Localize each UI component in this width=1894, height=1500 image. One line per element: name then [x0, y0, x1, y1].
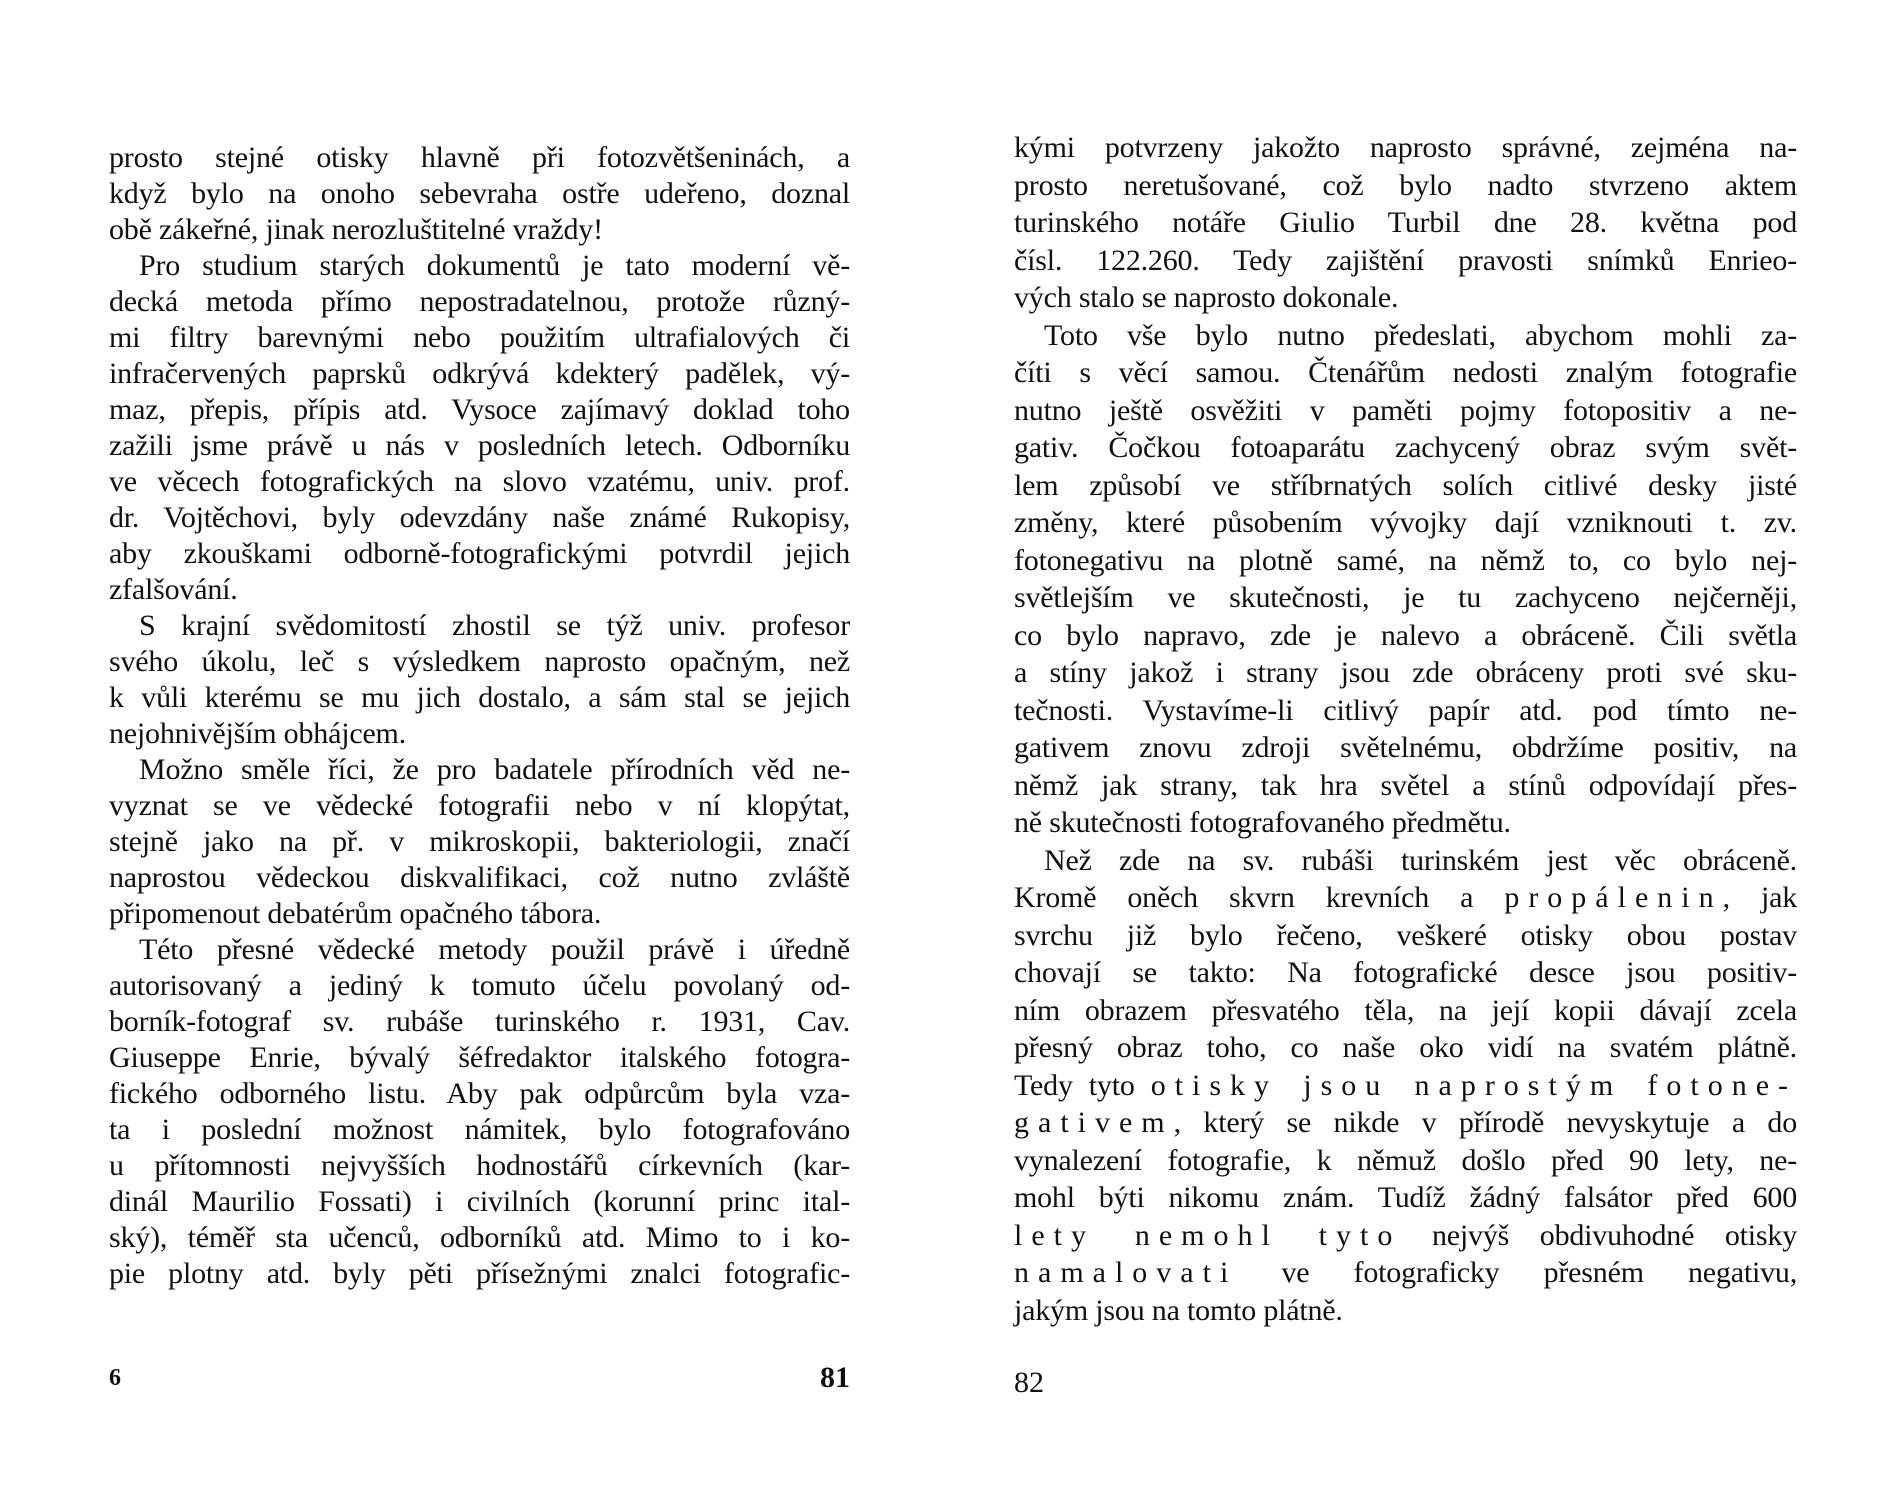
text-line [1014, 129, 1797, 167]
text-segment: ský), téměř sta učenců, odborníků atd. Mimo to i ko- [109, 1221, 850, 1254]
text-line [1014, 654, 1797, 692]
text-line [1014, 279, 1797, 317]
text-segment: Toto vše bylo nutno předeslati, abychom mohli za- [1044, 318, 1797, 352]
text-segment: nutno ještě osvěžiti v paměti pojmy fotopositiv a ne- [1014, 393, 1797, 427]
text-segment: Než zde na sv. rubáši turinském jest věc obráceně. [1044, 843, 1797, 877]
text-segment: změny, které působením vývojky dají vzniknouti t. zv. [1014, 506, 1797, 539]
text-line [1014, 579, 1797, 617]
text-line [109, 1004, 850, 1040]
text-segment: ním obrazem přesvatého těla, na její kopii dávají zcela [1014, 993, 1797, 1027]
text-segment: ve věcech fotografických na slovo vzatému, univ. prof. [109, 465, 850, 498]
text-line [1014, 879, 1797, 917]
text-line [1014, 692, 1797, 730]
text-segment: turinského notáře Giulio Turbil dne 28. května pod [1014, 206, 1797, 239]
text-line [1014, 242, 1797, 280]
text-segment: dr. Vojtěchovi, byly odevzdány naše známé Rukopisy, [109, 501, 850, 534]
text-segment: naprostou vědeckou diskvalifikaci, což nutno zvláště [109, 861, 850, 894]
text-segment: když bylo na onoho sebevraha ostře udeřeno, doznal [109, 177, 850, 210]
text-line [1014, 954, 1797, 992]
text-line [109, 1040, 850, 1076]
text-segment: gativem znovu zdroji světelnému, obdržíme positiv, na [1014, 731, 1797, 764]
text-line [1014, 804, 1797, 842]
page-number-right: 82 [1014, 1366, 1044, 1399]
text-segment: zažili jsme právě u nás v posledních letech. Odborníku [109, 429, 850, 462]
text-segment: obě zákeřné, jinak nerozluštitelné vraždy! [109, 213, 603, 246]
text-line [1014, 729, 1797, 767]
text-segment: vynalezení fotografie, k němuž došlo před 90 lety, ne- [1014, 1143, 1797, 1177]
text-segment: vyznat se ve vědecké fotografii nebo v ní klopýtat, [109, 789, 850, 822]
text-line [1014, 429, 1797, 467]
text-segment: prosto stejné otisky hlavně při fotozvětšeninách, a [109, 141, 850, 174]
text-line [1014, 1142, 1797, 1180]
spaced-emphasis-text: gativem [1014, 1106, 1174, 1139]
text-segment: co bylo napravo, zde je nalevo a obráceně. Čili světla [1014, 618, 1797, 652]
text-segment: maz, přepis, přípis atd. Vysoce zajímavý doklad toho [109, 393, 850, 426]
text-segment: jakým jsou na tomto plátně. [1014, 1293, 1343, 1327]
text-segment: mi filtry barevnými nebo použitím ultrafialových či [109, 321, 850, 354]
page-number-left: 81 [820, 1361, 850, 1394]
text-line [109, 932, 850, 968]
text-segment: Tedy tyto [1014, 1068, 1151, 1102]
text-segment: ně skutečnosti fotografovaného předmětu. [1014, 806, 1511, 839]
text-segment: k vůli kterému se mu jich dostalo, a sám stal se jejich [109, 681, 850, 714]
text-segment: nejohnivějším obhájcem. [109, 717, 406, 750]
text-segment: světlejším ve skutečnosti, je tu zachyceno nejčerněji, [1014, 581, 1797, 614]
text-line [109, 1220, 850, 1256]
left-page-body [109, 140, 850, 1292]
text-line [1014, 542, 1797, 580]
text-line [1014, 467, 1797, 505]
text-line [109, 1148, 850, 1184]
text-segment: mohl býti nikomu znám. Tudíž žádný falsátor před 600 [1014, 1181, 1797, 1214]
spaced-emphasis-text: otisky jsou naprostým fotone- [1150, 1068, 1798, 1102]
text-segment: němž jak strany, tak hra světel a stínů odpovídají přes- [1014, 768, 1797, 802]
text-segment: vých stalo se naprosto dokonale. [1014, 281, 1399, 314]
text-line [1014, 1104, 1797, 1142]
right-page-body [1014, 129, 1797, 1329]
text-line [109, 644, 850, 680]
text-segment: pie plotny atd. byly pěti přísežnými znalci fotografic- [109, 1257, 850, 1290]
text-line [1014, 842, 1797, 880]
text-line [109, 752, 850, 788]
text-line [109, 536, 850, 572]
text-line [109, 572, 850, 608]
text-segment: autorisovaný a jediný k tomuto účelu povolaný od- [109, 969, 850, 1002]
text-line [1014, 1067, 1797, 1105]
text-segment: chovají se takto: Na fotografické desce jsou positiv- [1014, 956, 1797, 989]
text-segment: ta i poslední možnost námitek, bylo fotografováno [109, 1113, 850, 1146]
text-segment: aby zkouškami odborně-fotografickými potvrdil jejich [109, 537, 850, 570]
spaced-emphasis-text: namalovati [1014, 1256, 1238, 1289]
text-line [109, 788, 850, 824]
text-segment: fotonegativu na plotně samé, na němž to, co bylo nej- [1014, 543, 1797, 577]
text-line [109, 212, 850, 248]
spaced-emphasis-text: lety nemohl tyto [1014, 1218, 1402, 1252]
text-line [109, 1184, 850, 1220]
text-line [109, 1076, 850, 1112]
text-line [109, 896, 850, 932]
text-line [109, 680, 850, 716]
text-line [109, 356, 850, 392]
text-segment: Možno směle říci, že pro badatele přírodních věd ne- [139, 753, 850, 786]
text-line [109, 392, 850, 428]
text-segment: dinál Maurilio Fossati) i civilních (korunní princ ital- [109, 1185, 850, 1218]
text-line [109, 968, 850, 1004]
text-line [1014, 1029, 1797, 1067]
text-segment: Kromě oněch skvrn krevních a [1014, 881, 1505, 914]
text-segment: svrchu již bylo řečeno, veškeré otisky obou postav [1014, 918, 1797, 952]
text-line [109, 608, 850, 644]
text-line [109, 824, 850, 860]
text-line [1014, 1179, 1797, 1217]
text-segment: borník-fotograf sv. rubáše turinského r. 1931, Cav. [109, 1005, 850, 1038]
text-segment: ve fotograficky přesném negativu, [1237, 1256, 1797, 1289]
text-line [1014, 504, 1797, 542]
text-line [109, 500, 850, 536]
text-line [109, 464, 850, 500]
text-segment: číti s věcí samou. Čtenářům nedosti znalým fotografie [1014, 356, 1797, 389]
text-line [1014, 1292, 1797, 1330]
text-line [109, 1256, 850, 1292]
text-line [109, 140, 850, 176]
text-segment: gativ. Čočkou fotoaparátu zachycený obraz svým svět- [1014, 431, 1797, 464]
text-line [109, 176, 850, 212]
text-line [109, 428, 850, 464]
text-segment: decká metoda přímo nepostradatelnou, protože různý- [109, 285, 850, 318]
text-segment: připomenout debatérům opačného tábora. [109, 897, 602, 930]
text-line [1014, 992, 1797, 1030]
text-line [109, 716, 850, 752]
text-segment: , který se nikde v přírodě nevyskytuje a do [1173, 1106, 1797, 1139]
text-segment: stejně jako na př. v mikroskopii, bakteriologii, značí [109, 825, 850, 858]
text-line [1014, 1254, 1797, 1292]
text-segment: prosto neretušované, což bylo nadto stvrzeno aktem [1014, 168, 1797, 202]
text-segment: Giuseppe Enrie, bývalý šéfredaktor italského fotogra- [109, 1041, 850, 1074]
text-segment: lem způsobí ve stříbrnatých solích citlivé desky jisté [1014, 468, 1797, 502]
text-line [1014, 767, 1797, 805]
text-line [109, 248, 850, 284]
text-segment: , jak [1722, 881, 1798, 914]
text-line [1014, 204, 1797, 242]
text-line [1014, 1217, 1797, 1255]
text-segment: tečnosti. Vystavíme-li citlivý papír atd. pod tímto ne- [1014, 693, 1797, 727]
text-segment: čísl. 122.260. Tedy zajištění pravosti snímků Enrieo- [1014, 243, 1797, 277]
text-segment: nejvýš obdivuhodné otisky [1401, 1218, 1798, 1252]
text-segment: a stíny jakož i strany jsou zde obráceny proti své sku- [1014, 656, 1797, 689]
text-line [1014, 392, 1797, 430]
text-line [1014, 617, 1797, 655]
spaced-emphasis-text: propálenin [1504, 881, 1723, 914]
text-line [1014, 354, 1797, 392]
text-line [1014, 167, 1797, 205]
text-line [1014, 917, 1797, 955]
text-segment: Pro studium starých dokumentů je tato moderní vě- [139, 249, 850, 282]
text-line [109, 860, 850, 896]
text-line [109, 1112, 850, 1148]
text-segment: u přítomnosti nejvyšších hodnostářů církevních (kar- [109, 1149, 850, 1182]
text-line [109, 320, 850, 356]
text-segment: fického odborného listu. Aby pak odpůrcům byla vza- [109, 1077, 850, 1110]
text-segment: S krajní svědomitostí zhostil se týž univ. profesor [139, 609, 850, 642]
text-line [1014, 317, 1797, 355]
text-segment: infračervených paprsků odkrývá kdekterý padělek, vý- [109, 357, 850, 390]
text-segment: svého úkolu, leč s výsledkem naprosto opačným, než [109, 645, 850, 678]
signature-mark: 6 [109, 1365, 121, 1391]
text-segment: přesný obraz toho, co naše oko vidí na svatém plátně. [1014, 1031, 1797, 1064]
text-segment: Této přesné vědecké metody použil právě i úředně [139, 933, 850, 966]
text-segment: zfalšování. [109, 573, 238, 606]
text-segment: kými potvrzeny jakožto naprosto správné, zejména na- [1014, 131, 1797, 164]
text-line [109, 284, 850, 320]
